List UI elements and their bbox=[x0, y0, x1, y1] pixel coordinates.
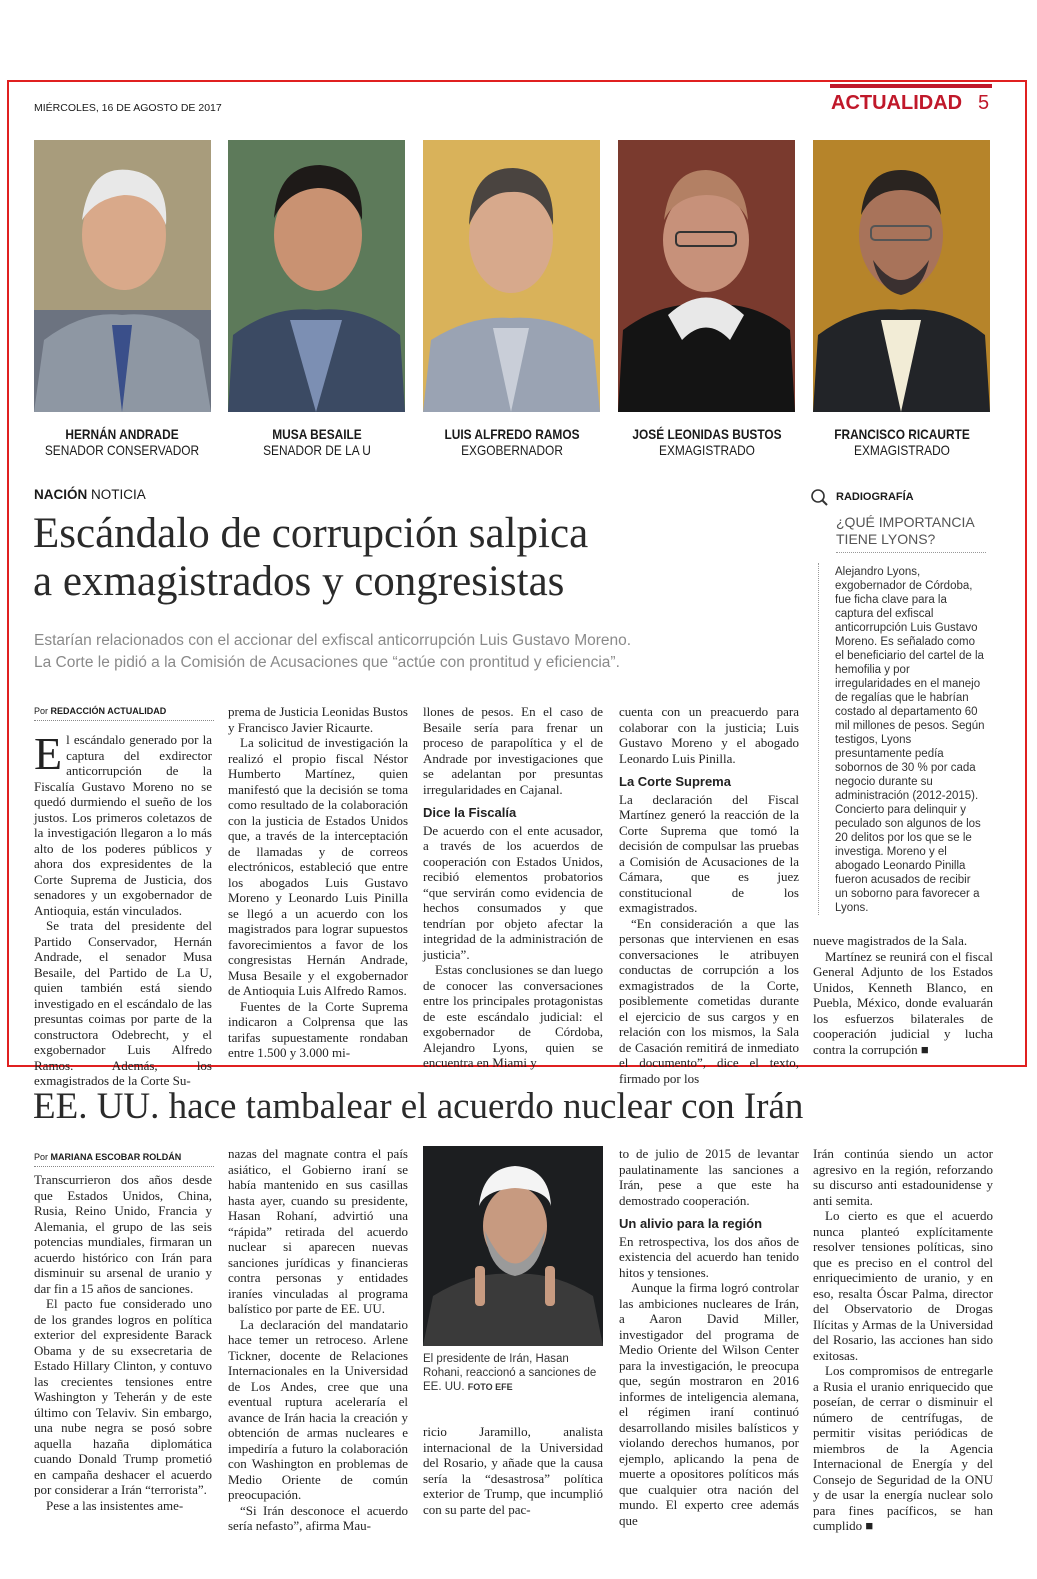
article2-column-3: ricio Jaramillo, analista internacional de la Universidad del Rosario, y añade que la causa sería la “desastrosa” política exterior de Trump, que incumplió con su parte del pac- bbox=[423, 1424, 603, 1517]
search-icon bbox=[810, 488, 828, 506]
portrait-caption: HERNÁN ANDRADE SENADOR CONSERVADOR bbox=[44, 426, 200, 458]
article2-column-1: Transcurrieron dos años desde que Estados Unidos, China, Rusia, Reino Unido, Francia y Alemania, el grupo de las seis potencias mundiales, firmaran un acuerdo histórico con Irán para disminuir su arsenal de uranio y dar fin a 15 años de sanciones. El pacto fue considerado uno de los grandes logros en política exterior del expresidente Barack Obama y de su exsecretaria de Estado Hillary Clinton, y contuvo las crecientes tensiones entre Washington y Teherán y de este último con Telaviv. Sin embargo, una nube negra se posó sobre aquella hazaña diplomática cuando Donald Trump prometió en campaña deshacer el acuerdo por considerar a Irán “terrorista”. Pese a las insistentes ame- bbox=[34, 1172, 212, 1513]
article-column-1: El escándalo generado por la captura del exdirector anticorrupción de la Fiscalía Gustavo Moreno no se quedó durmiendo el sueño de los justos. Los primeros coletazos de la investigación llegaron a lo más alto de los poderes públicos y ahora dos expresidentes de la Corte Suprema de Justicia, dos senadores y un exgobernador de Antioquia, están vinculados. Se trata del presidente del Partido Conservador, Hernán Andrade, el senador Musa Besaile, del Partido de La U, quien también está siendo investigado en el escándalo de las presuntas coimas por parte de la constructora Odebrecht, y el exgobernador Luis Alfredo Ramos. Además, los exmagistrados de la Corte Su- bbox=[34, 728, 212, 1088]
portrait-caption: FRANCISCO RICAURTE EXMAGISTRADO bbox=[834, 426, 970, 458]
portrait-caption: MUSA BESAILE SENADOR DE LA U bbox=[263, 426, 371, 458]
article2-column-5: Irán continúa siendo un actor agresivo en la región, reforzando su discurso anti estadounidense y anti semita. Lo cierto es que el acuerdo nunca planteó explícitamente resolver tensiones políticas, sino que es preciso en el control del enriquecimiento de uranio, y en eso, resalta Óscar Palma, director del Observatorio de Drogas Ilícitas y Armas de la Universidad del Rosario, las acciones han sido exitosas. Los compromisos de entregarle a Rusia el uranio enriquecido que poseían, de cerrar o disminuir el número de centrífugas, de permitir visitas periódicas de miembros de la Agencia Internacional de Energía y del Consejo de Seguridad de la ONU y de usar la energía nuclear solo para fines pacíficos, se han cumplido ■ bbox=[813, 1146, 993, 1533]
sidebar-radiografia bbox=[810, 488, 1000, 915]
kicker: NACIÓN NOTICIA bbox=[34, 487, 146, 502]
portrait-hernan-andrade bbox=[34, 140, 211, 412]
portrait-caption: JOSÉ LEONIDAS BUSTOS EXMAGISTRADO bbox=[632, 426, 782, 458]
sidebar-header bbox=[810, 488, 1000, 506]
portrait-caption: LUIS ALFREDO RAMOS EXGOBERNADOR bbox=[444, 426, 580, 458]
portrait-musa-besaile bbox=[228, 140, 405, 412]
byline: Por REDACCIÓN ACTUALIDAD bbox=[34, 706, 214, 721]
sidebar-question: ¿QUÉ IMPORTANCIA TIENE LYONS? bbox=[836, 514, 986, 553]
article-column-5: nueve magistrados de la Sala. Martínez se reunirá con el fiscal General Adjunto de los Estados Unidos, Kenneth Blanco, en Puebla, México, donde evaluarán los esfuerzos bilaterales de cooperación judicial y lucha contra la corrupción ■ bbox=[813, 933, 993, 1057]
article2-column-2: nazas del magnate contra el país asiático, el Gobierno iraní se había mantenido en sus casillas hasta ayer, cuando su presidente, Hasan Rohaní, advirtió una “rápida” retirada del acuerdo nuclear si aparecen nuevas sanciones jurídicas y financieras contra personas y entidades iraníes vinculadas al programa balístico por parte de EE. UU. La declaración del mandatario hace temer un retroceso. Arlene Tickner, docente de Relaciones Internacionales en la Universidad de Los Andes, cree que una eventual ruptura aceleraría el avance de Irán hacia la creación y obtención de armas nucleares e impediría a futuro la colaboración con Washington en problemas de Medio Oriente de común preocupación. “Si Irán desconoce el acuerdo sería nefasto”, afirma Mau- bbox=[228, 1146, 408, 1533]
dek: Estarían relacionados con el accionar del exfiscal anticorrupción Luis Gustavo Moreno. La Corte le pidió a la Comisión de Acusaciones que “actúe con prontitud y eficiencia”. bbox=[34, 632, 632, 671]
section-rule bbox=[830, 84, 992, 88]
photo-caption: El presidente de Irán, Hasan Rohani, reaccionó a sanciones de EE. UU. FOTO EFE bbox=[423, 1353, 597, 1393]
issue-date: MIÉRCOLES, 16 DE AGOSTO DE 2017 bbox=[34, 102, 222, 114]
article-column-2: prema de Justicia Leonidas Bustos y Francisco Javier Ricaurte. La solicitud de investigación la realizó el propio fiscal Néstor Humberto Martínez, quien manifestó que la decisión se toma como resultado de la colaboración con la justicia de Estados Unidos que, a través de la interceptación de llamadas y de correos electrónicos, estableció que entre los abogados Luis Gustavo Moreno y Leonardo Luis Pinilla se llegó a un acuerdo con los magistrados para lograr supuestos favorecimientos a favor de los congresistas Hernán Andrade, Musa Besaile y el exgobernador de Antioquia Luis Alfredo Ramos. Fuentes de la Corte Suprema indicaron a Colprensa que las tarifas supuestamente rondaban entre 1.500 y 3.000 mi- bbox=[228, 704, 408, 1060]
headline: Escándalo de corrupción salpica a exmagistrados y congresistas bbox=[33, 510, 589, 605]
sidebar-body: Alejandro Lyons, exgobernador de Córdoba, fue ficha clave para la captura del exfiscal anticorrupción Luis Gustavo Moreno. Es señalado como el beneficiario del cartel de la hemofilia y por irregularidades en el manejo de regalías que le habrían costado al departamento 60 mil millones de pesos. Según testigos, Lyons presuntamente pedía sobornos de 30 % por cada negocio durante su administración (2012-2015). Concierto para delinquir y peculado son algunos de los 20 delitos por los que se le investiga. Moreno y el abogado Leonardo Pinilla fueron acusados de recibir un soborno para favorecer a Lyons. bbox=[818, 563, 985, 915]
article2-column-4: to de julio de 2015 de levantar paulatinamente las sanciones a Irán, pese a que este ha demostrado cooperación. Un alivio para la región En retrospectiva, los dos años de existencia del acuerdo han tenido hitos y tensiones. Aunque la firma logró controlar las ambiciones nucleares de Irán, a Aaron David Miller, investigador del programa de Medio Oriente del Wilson Center para la investigación, le preocupa que, según mostraron en 2016 informes de inteligencia alemana, el régimen iraní continuó desarrollando misiles balísticos y violando derechos humanos, por ejemplo, aplicando la pena de muerte a opositores políticos más que cualquier otra nación del mundo. El experto cree además que bbox=[619, 1146, 799, 1528]
article-column-3: llones de pesos. En el caso de Besaile sería para frenar un proceso de parapolítica y el de Andrade por investigaciones que se adelantan por presuntas irregularidades en Cajanal. Dice la Fiscalía De acuerdo con el ente acusador, a través de los acuerdos de cooperación con Estados Unidos, recibió elementos probatorios “que servirán como evidencia de hechos consumados y que tendrían por objeto afectar la integridad de la administración de justicia”. Estas conclusiones se dan luego de conocer las conversaciones entre los principales protagonistas de este escándalo judicial: el exgobernador de Córdoba, Alejandro Lyons, quien se encuentra en Miami y bbox=[423, 704, 603, 1070]
portrait-luis-alfredo-ramos bbox=[423, 140, 600, 412]
section-name: ACTUALIDAD bbox=[831, 92, 963, 114]
article-column-4: cuenta con un preacuerdo para colaborar con la justicia; Luis Gustavo Moreno y el abogado Leonardo Luis Pinilla. La Corte Suprema La declaración del Fiscal Martínez generó la reacción de la Corte Suprema que tomó la decisión de compulsar las pruebas a Comisión de Acusaciones de la Cámara, que es juez constitucional de los exmagistrados. “En consideración a que las personas que intervienen en esas conversaciones le atribuyen conductas de corrupción a los exmagistrados de la Corte, posiblemente cometidas durante el ejercicio de sus cargos y en relación con los mismos, la Sala de Casación remitirá de inmediato el documento”, dice el texto, firmado por los bbox=[619, 704, 799, 1086]
portrait-jose-leonidas-bustos bbox=[618, 140, 795, 412]
page-number: 5 bbox=[978, 92, 990, 114]
sidebar-label: RADIOGRAFÍA bbox=[836, 491, 914, 503]
byline-2: Por MARIANA ESCOBAR ROLDÁN bbox=[34, 1152, 214, 1167]
headline-2: EE. UU. hace tambalear el acuerdo nuclear con Irán bbox=[33, 1086, 804, 1127]
rohani-photo bbox=[423, 1146, 603, 1346]
portrait-francisco-ricaurte bbox=[813, 140, 990, 412]
